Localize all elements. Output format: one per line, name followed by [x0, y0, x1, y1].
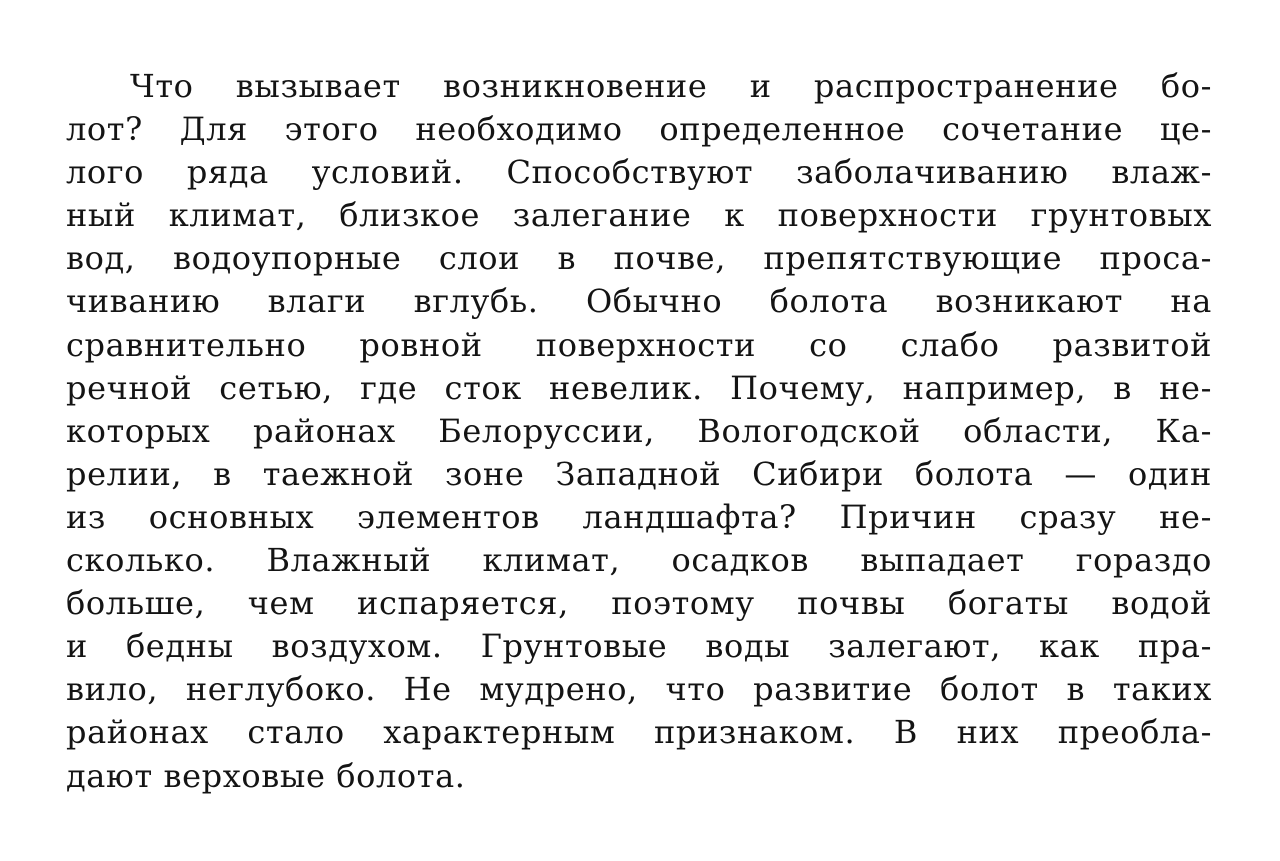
text-line-13: больше, чем испаряется, поэтому почвы богаты водой — [66, 584, 1212, 623]
text-line-16: районах стало характерным признаком. В них преобла- — [66, 713, 1212, 752]
body-paragraph — [66, 65, 1212, 798]
text-line-15: вило, неглубоко. Не мудрено, что развитие болот в таких — [66, 670, 1212, 709]
text-line-4: ный климат, близкое залегание к поверхности грунтовых — [66, 196, 1212, 235]
text-line-5: вод, водоупорные слои в почве, препятствующие проса- — [66, 239, 1212, 278]
text-line-10: релии, в таежной зоне Западной Сибири болота — один — [66, 454, 1212, 493]
text-line-3: лого ряда условий. Способствуют заболачиванию влаж- — [66, 153, 1212, 192]
text-line-14: и бедны воздухом. Грунтовые воды залегают, как пра- — [66, 627, 1212, 666]
text-line-1: Что вызывает возникновение и распространение бо- — [130, 67, 1212, 105]
text-line-8: речной сетью, где сток невелик. Почему, например, в не- — [66, 368, 1212, 407]
text-line-6: чиванию влаги вглубь. Обычно болота возникают на — [66, 282, 1212, 321]
text-line-17: дают верховые болота. — [66, 756, 466, 795]
text-line-7: сравнительно ровной поверхности со слабо развитой — [66, 325, 1212, 364]
text-line-2: лот? Для этого необходимо определенное сочетание це- — [66, 110, 1212, 149]
text-line-12: сколько. Влажный климат, осадков выпадает гораздо — [66, 541, 1212, 580]
text-line-11: из основных элементов ландшафта? Причин сразу не- — [66, 497, 1212, 536]
text-line-9: которых районах Белоруссии, Вологодской области, Ка- — [66, 411, 1212, 450]
